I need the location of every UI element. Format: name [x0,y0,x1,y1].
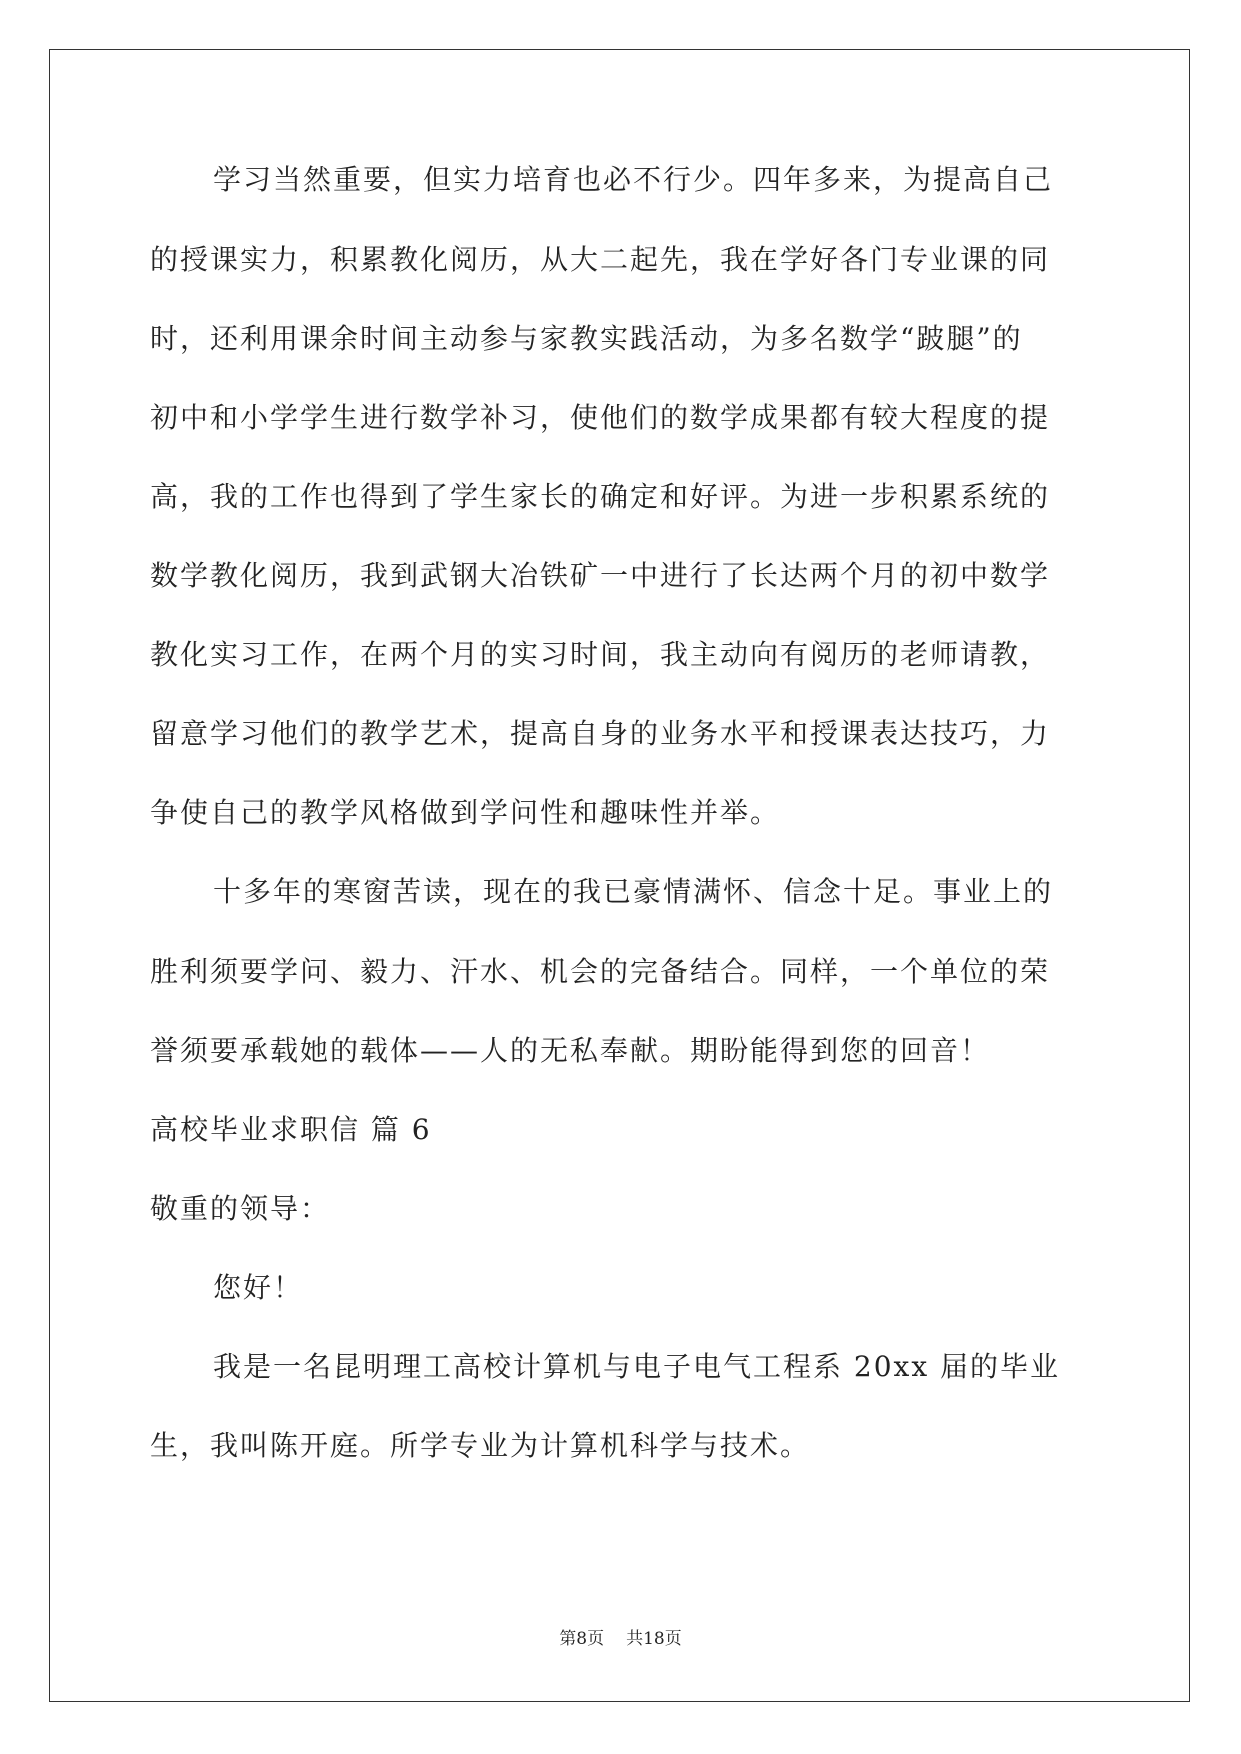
text-line: 誉须要承载她的载体——人的无私奉献。期盼能得到您的回音！ [150,1034,991,1067]
text-line: 胜利须要学问、毅力、汗水、机会的完备结合。同样，一个单位的荣 [150,955,1051,988]
text-line: 留意学习他们的教学艺术，提高自身的业务水平和授课表达技巧，力 [150,717,1051,750]
text-line: 的授课实力，积累教化阅历，从大二起先，我在学好各门专业课的同 [150,243,1051,276]
section-heading: 高校毕业求职信 篇 6 [150,1113,432,1146]
salutation: 敬重的领导： [150,1192,331,1225]
text-line: 初中和小学学生进行数学补习，使他们的数学成果都有较大程度的提 [150,401,1051,434]
page-total: 共18页 [626,1629,682,1649]
page-number: 第8页 [559,1629,605,1649]
text-line: 教化实习工作，在两个月的实习时间，我主动向有阅历的老师请教， [150,638,1051,671]
text-line: 高，我的工作也得到了学生家长的确定和好评。为进一步积累系统的 [150,480,1051,513]
text-line: 生，我叫陈开庭。所学专业为计算机科学与技术。 [150,1429,811,1462]
text-line: 学习当然重要，但实力培育也必不行少。四年多来，为提高自己 [213,163,1054,196]
text-line: 我是一名昆明理工高校计算机与电子电气工程系 20xx 届的毕业 [213,1350,1061,1383]
page-footer [0,1627,1241,1651]
greeting: 您好！ [213,1271,304,1304]
text-line: 时，还利用课余时间主动参与家教实践活动，为多名数学“跛腿”的 [150,322,1023,355]
text-line: 争使自己的教学风格做到学问性和趣味性并举。 [150,796,781,829]
text-line: 数学教化阅历，我到武钢大冶铁矿一中进行了长达两个月的初中数学 [150,559,1051,592]
text-line: 十多年的寒窗苦读，现在的我已豪情满怀、信念十足。事业上的 [213,875,1054,908]
